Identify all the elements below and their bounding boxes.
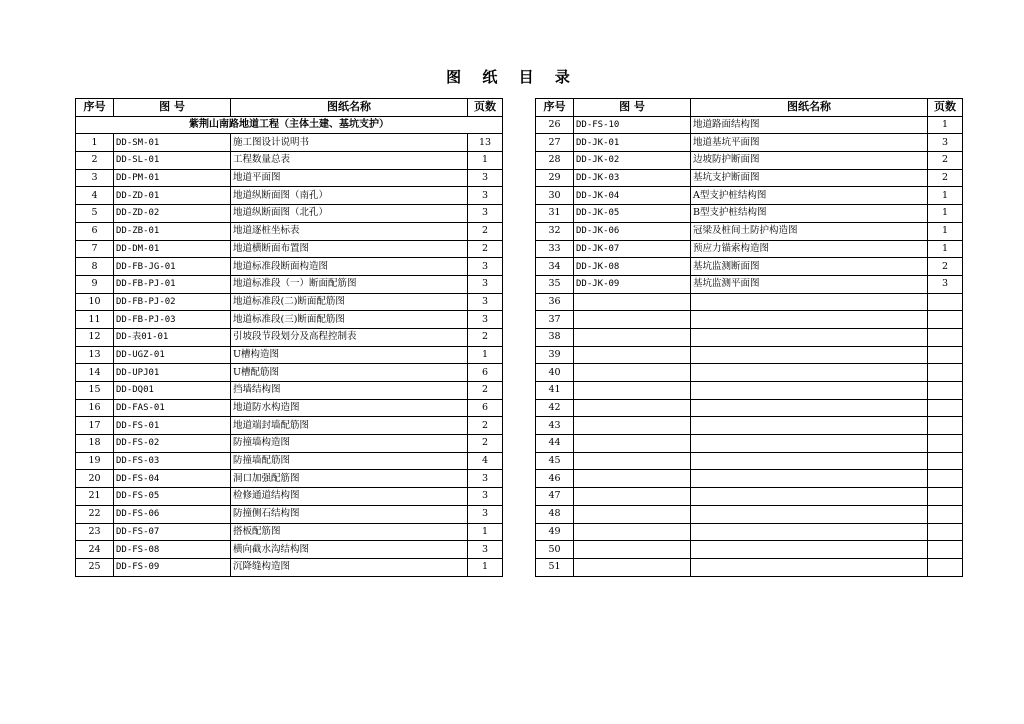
row-code: [574, 382, 691, 400]
row-name: 搭板配筋图: [231, 523, 468, 541]
row-seq: 33: [536, 240, 574, 258]
row-pages: 3: [468, 258, 503, 276]
row-name: 地道基坑平面图: [691, 134, 928, 152]
table-row: [536, 275, 963, 293]
row-name: [691, 364, 928, 382]
page-title: 图 纸 目 录: [446, 68, 578, 86]
row-pages: [928, 541, 963, 559]
row-pages: [928, 293, 963, 311]
table-row: [76, 417, 503, 435]
table-row: [536, 346, 963, 364]
row-name: U槽配筋图: [231, 364, 468, 382]
row-name: [691, 328, 928, 346]
table-row: [536, 169, 963, 187]
row-code: [574, 452, 691, 470]
row-code: DD-FS-09: [114, 558, 231, 576]
row-name: [691, 293, 928, 311]
row-code: DD-ZD-01: [114, 187, 231, 205]
row-name: [691, 523, 928, 541]
row-pages: [928, 399, 963, 417]
table-row: [76, 311, 503, 329]
row-code: [574, 293, 691, 311]
table-row: [536, 311, 963, 329]
row-pages: 3: [468, 541, 503, 559]
row-seq: 8: [76, 258, 114, 276]
row-name: 预应力锚索构造图: [691, 240, 928, 258]
table-row: [536, 523, 963, 541]
row-seq: 25: [76, 558, 114, 576]
row-pages: 2: [468, 240, 503, 258]
row-pages: [928, 328, 963, 346]
row-code: [574, 558, 691, 576]
row-name: 地道路面结构图: [691, 116, 928, 134]
row-pages: 6: [468, 399, 503, 417]
row-seq: 32: [536, 222, 574, 240]
table-row: [76, 452, 503, 470]
row-name: 地道纵断面图（北孔）: [231, 205, 468, 223]
table-row: [536, 328, 963, 346]
header-seq: 序号: [76, 99, 114, 117]
row-pages: 1: [928, 116, 963, 134]
table-row: [76, 222, 503, 240]
row-pages: 3: [468, 488, 503, 506]
row-seq: 40: [536, 364, 574, 382]
header-pages: 页数: [468, 99, 503, 117]
row-name: 地道标准段断面构造图: [231, 258, 468, 276]
row-code: [574, 364, 691, 382]
row-code: DD-SM-01: [114, 134, 231, 152]
row-code: DD-PM-01: [114, 169, 231, 187]
row-code: DD-JK-05: [574, 205, 691, 223]
row-pages: 2: [468, 417, 503, 435]
row-seq: 17: [76, 417, 114, 435]
row-seq: 26: [536, 116, 574, 134]
row-pages: 3: [468, 205, 503, 223]
table-row: [76, 364, 503, 382]
row-seq: 5: [76, 205, 114, 223]
row-name: [691, 435, 928, 453]
row-code: DD-JK-02: [574, 152, 691, 170]
row-seq: 35: [536, 275, 574, 293]
row-pages: 1: [468, 558, 503, 576]
row-name: [691, 399, 928, 417]
row-seq: 23: [76, 523, 114, 541]
row-name: 地道平面图: [231, 169, 468, 187]
row-name: 地道纵断面图（南孔）: [231, 187, 468, 205]
row-name: 沉降缝构造图: [231, 558, 468, 576]
table-row: [536, 417, 963, 435]
row-name: [691, 311, 928, 329]
table-row: [76, 169, 503, 187]
row-name: 地道横断面布置图: [231, 240, 468, 258]
row-pages: [928, 470, 963, 488]
row-pages: 6: [468, 364, 503, 382]
table-row: [536, 134, 963, 152]
row-name: 边坡防护断面图: [691, 152, 928, 170]
row-code: [574, 311, 691, 329]
row-code: DD-FAS-01: [114, 399, 231, 417]
row-code: DD-UGZ-01: [114, 346, 231, 364]
table-row: [536, 258, 963, 276]
table-row: [536, 152, 963, 170]
row-pages: 3: [468, 187, 503, 205]
row-code: [574, 328, 691, 346]
row-seq: 29: [536, 169, 574, 187]
row-code: [574, 541, 691, 559]
row-seq: 47: [536, 488, 574, 506]
row-pages: [928, 488, 963, 506]
row-seq: 19: [76, 452, 114, 470]
row-code: DD-ZD-02: [114, 205, 231, 223]
table-row: [536, 470, 963, 488]
drawing-index-table-right: [535, 98, 963, 577]
row-seq: 48: [536, 505, 574, 523]
row-name: [691, 417, 928, 435]
table-header-row: [536, 99, 963, 117]
row-pages: 1: [468, 523, 503, 541]
row-pages: 3: [468, 470, 503, 488]
table-row: [76, 382, 503, 400]
row-pages: 1: [928, 222, 963, 240]
row-code: DD-FB-PJ-01: [114, 275, 231, 293]
row-pages: 3: [468, 275, 503, 293]
row-seq: 20: [76, 470, 114, 488]
row-code: DD-DM-01: [114, 240, 231, 258]
row-seq: 21: [76, 488, 114, 506]
row-pages: 4: [468, 452, 503, 470]
row-code: DD-FS-04: [114, 470, 231, 488]
row-seq: 11: [76, 311, 114, 329]
row-name: 地道逐桩坐标表: [231, 222, 468, 240]
table-row: [536, 452, 963, 470]
table-row: [76, 435, 503, 453]
table-row: [536, 187, 963, 205]
table-row: [76, 240, 503, 258]
row-name: 地道标准段（一）断面配筋图: [231, 275, 468, 293]
row-name: [691, 382, 928, 400]
row-name: [691, 541, 928, 559]
row-seq: 49: [536, 523, 574, 541]
row-name: B型支护桩结构图: [691, 205, 928, 223]
row-name: [691, 488, 928, 506]
row-name: 基坑监测断面图: [691, 258, 928, 276]
row-code: DD-FS-08: [114, 541, 231, 559]
table-row: [536, 222, 963, 240]
row-name: 地道标准段(三)断面配筋图: [231, 311, 468, 329]
row-code: DD-FS-05: [114, 488, 231, 506]
drawing-index-table-left: [75, 98, 503, 577]
row-code: [574, 505, 691, 523]
table-row: [76, 541, 503, 559]
row-seq: 27: [536, 134, 574, 152]
row-code: DD-FB-PJ-02: [114, 293, 231, 311]
row-name: 地道端封墙配筋图: [231, 417, 468, 435]
row-code: DD-ZB-01: [114, 222, 231, 240]
table-row: [536, 382, 963, 400]
header-seq: 序号: [536, 99, 574, 117]
row-seq: 15: [76, 382, 114, 400]
row-name: [691, 470, 928, 488]
header-name: 图纸名称: [231, 99, 468, 117]
row-pages: 2: [928, 152, 963, 170]
table-row: [76, 488, 503, 506]
row-seq: 43: [536, 417, 574, 435]
row-name: 基坑监测平面图: [691, 275, 928, 293]
table-row: [76, 293, 503, 311]
table-row: [536, 505, 963, 523]
table-row: [536, 205, 963, 223]
row-seq: 44: [536, 435, 574, 453]
row-pages: 2: [928, 258, 963, 276]
row-code: DD-FS-10: [574, 116, 691, 134]
row-code: DD-JK-08: [574, 258, 691, 276]
row-seq: 10: [76, 293, 114, 311]
table-header-row: [76, 99, 503, 117]
row-seq: 3: [76, 169, 114, 187]
row-seq: 28: [536, 152, 574, 170]
row-name: U槽构造图: [231, 346, 468, 364]
row-pages: 2: [468, 222, 503, 240]
table-row: [76, 505, 503, 523]
table-row: [536, 541, 963, 559]
row-pages: [928, 452, 963, 470]
row-pages: [928, 311, 963, 329]
table-row: [536, 558, 963, 576]
row-name: [691, 452, 928, 470]
row-seq: 42: [536, 399, 574, 417]
row-seq: 37: [536, 311, 574, 329]
row-seq: 24: [76, 541, 114, 559]
row-code: [574, 399, 691, 417]
row-pages: 2: [468, 328, 503, 346]
row-seq: 39: [536, 346, 574, 364]
row-seq: 41: [536, 382, 574, 400]
row-name: 工程数量总表: [231, 152, 468, 170]
row-seq: 6: [76, 222, 114, 240]
row-seq: 45: [536, 452, 574, 470]
row-seq: 22: [76, 505, 114, 523]
row-code: DD-JK-06: [574, 222, 691, 240]
row-code: DD-JK-04: [574, 187, 691, 205]
row-name: 横向截水沟结构图: [231, 541, 468, 559]
row-name: 施工图设计说明书: [231, 134, 468, 152]
row-pages: [928, 364, 963, 382]
row-pages: 3: [468, 311, 503, 329]
table-row: [76, 134, 503, 152]
row-code: DD-JK-03: [574, 169, 691, 187]
row-name: 冠梁及桩间土防护构造图: [691, 222, 928, 240]
table-row: [536, 293, 963, 311]
row-pages: 1: [928, 205, 963, 223]
row-code: [574, 488, 691, 506]
row-seq: 36: [536, 293, 574, 311]
row-pages: [928, 417, 963, 435]
row-name: 地道标准段(二)断面配筋图: [231, 293, 468, 311]
row-seq: 51: [536, 558, 574, 576]
row-seq: 18: [76, 435, 114, 453]
row-code: DD-FS-06: [114, 505, 231, 523]
row-name: 防撞墙构造图: [231, 435, 468, 453]
row-code: DD-UPJ01: [114, 364, 231, 382]
row-pages: [928, 505, 963, 523]
row-pages: 3: [468, 293, 503, 311]
row-pages: 3: [928, 134, 963, 152]
row-code: [574, 417, 691, 435]
row-seq: 1: [76, 134, 114, 152]
table-row: [536, 488, 963, 506]
row-seq: 13: [76, 346, 114, 364]
row-code: DD-JK-09: [574, 275, 691, 293]
row-pages: [928, 382, 963, 400]
row-code: [574, 435, 691, 453]
row-code: DD-JK-07: [574, 240, 691, 258]
row-seq: 7: [76, 240, 114, 258]
row-code: DD-FB-JG-01: [114, 258, 231, 276]
table-row: [536, 364, 963, 382]
header-pages: 页数: [928, 99, 963, 117]
table-row: [76, 328, 503, 346]
row-name: [691, 346, 928, 364]
row-pages: 2: [928, 169, 963, 187]
row-seq: 34: [536, 258, 574, 276]
row-code: DD-FS-07: [114, 523, 231, 541]
header-code: 图 号: [114, 99, 231, 117]
table-row: [76, 470, 503, 488]
row-name: 挡墙结构图: [231, 382, 468, 400]
table-row: [76, 523, 503, 541]
row-pages: [928, 346, 963, 364]
table-row: [536, 435, 963, 453]
row-name: 基坑支护断面图: [691, 169, 928, 187]
row-name: 地道防水构造图: [231, 399, 468, 417]
table-row: [536, 399, 963, 417]
row-name: 防撞墙配筋图: [231, 452, 468, 470]
row-pages: 3: [928, 275, 963, 293]
row-seq: 30: [536, 187, 574, 205]
row-pages: 2: [468, 382, 503, 400]
row-seq: 12: [76, 328, 114, 346]
table-row: [76, 275, 503, 293]
table-row: [76, 346, 503, 364]
row-code: DD-DQ01: [114, 382, 231, 400]
row-pages: 1: [928, 240, 963, 258]
header-name: 图纸名称: [691, 99, 928, 117]
row-seq: 2: [76, 152, 114, 170]
row-pages: 2: [468, 435, 503, 453]
row-pages: [928, 523, 963, 541]
row-code: DD-FB-PJ-03: [114, 311, 231, 329]
row-seq: 14: [76, 364, 114, 382]
row-pages: 13: [468, 134, 503, 152]
table-row: [76, 399, 503, 417]
table-row: [76, 558, 503, 576]
row-pages: 3: [468, 169, 503, 187]
row-seq: 9: [76, 275, 114, 293]
table-row: [76, 205, 503, 223]
row-code: DD-SL-01: [114, 152, 231, 170]
row-code: DD-表01-01: [114, 328, 231, 346]
row-seq: 38: [536, 328, 574, 346]
row-seq: 31: [536, 205, 574, 223]
header-code: 图 号: [574, 99, 691, 117]
row-code: DD-JK-01: [574, 134, 691, 152]
row-pages: [928, 558, 963, 576]
row-name: 引坡段节段划分及高程控制表: [231, 328, 468, 346]
table-row: [76, 187, 503, 205]
row-code: [574, 523, 691, 541]
row-pages: 1: [468, 152, 503, 170]
row-seq: 50: [536, 541, 574, 559]
row-pages: [928, 435, 963, 453]
row-code: DD-FS-03: [114, 452, 231, 470]
row-code: DD-FS-01: [114, 417, 231, 435]
row-code: DD-FS-02: [114, 435, 231, 453]
row-name: 防撞侧石结构图: [231, 505, 468, 523]
row-seq: 46: [536, 470, 574, 488]
table-row: [76, 152, 503, 170]
project-name: 紫荆山南路地道工程（主体土建、基坑支护）: [76, 116, 503, 134]
row-name: 洞口加强配筋图: [231, 470, 468, 488]
row-code: [574, 470, 691, 488]
row-seq: 16: [76, 399, 114, 417]
row-name: A型支护桩结构图: [691, 187, 928, 205]
row-code: [574, 346, 691, 364]
row-pages: 3: [468, 505, 503, 523]
row-pages: 1: [468, 346, 503, 364]
row-name: 检修通道结构图: [231, 488, 468, 506]
table-row: [536, 240, 963, 258]
row-pages: 1: [928, 187, 963, 205]
table-row: [76, 258, 503, 276]
row-seq: 4: [76, 187, 114, 205]
row-name: [691, 505, 928, 523]
table-row: [536, 116, 963, 134]
project-row: [76, 116, 503, 134]
row-name: [691, 558, 928, 576]
